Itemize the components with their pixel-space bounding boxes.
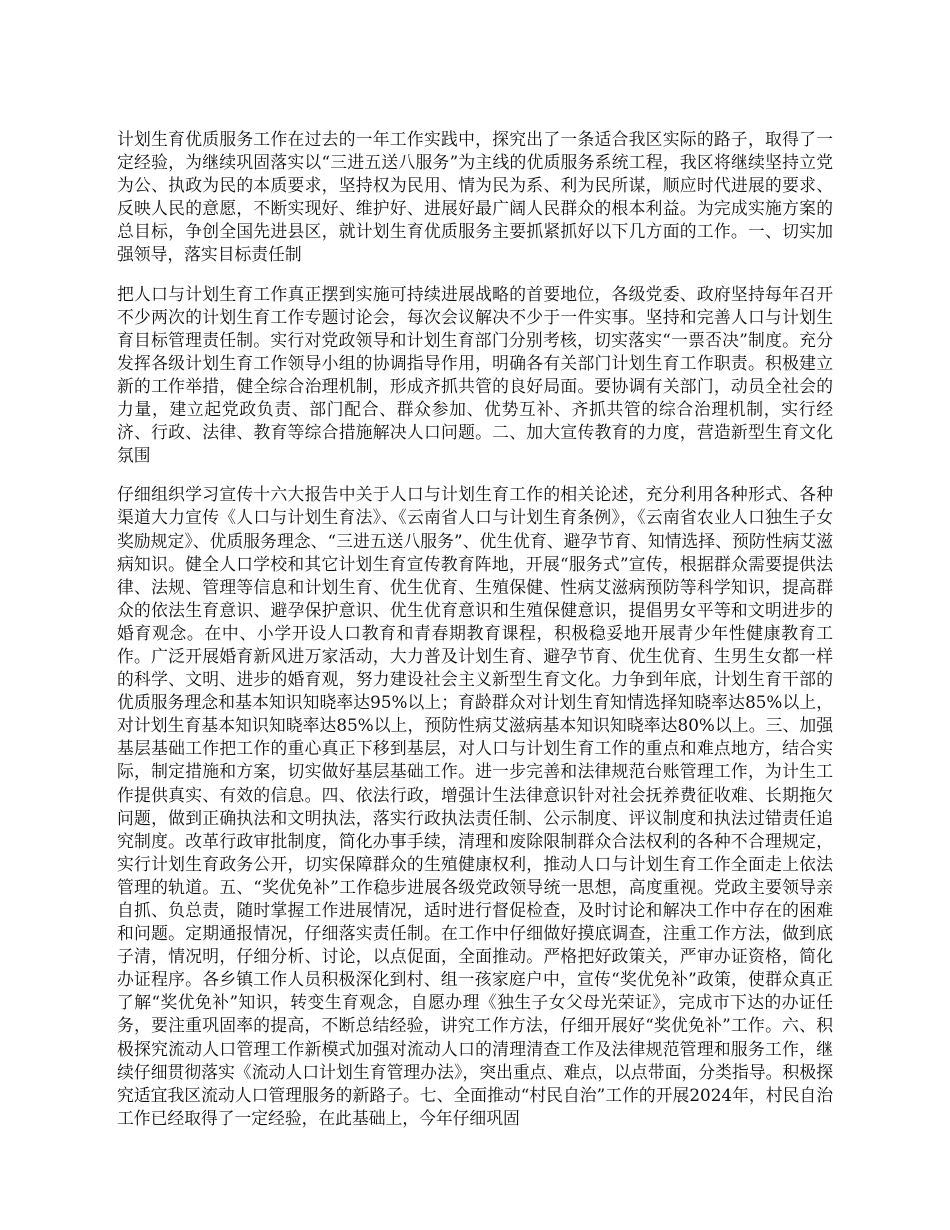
document-body [117,128,833,1146]
paragraph-2: 把人口与计划生育工作真正摆到实施可持续进展战略的首要地位，各级党委、政府坚持每年召开不少两次的计划生育工作专题讨论会，每次会议解决不少于一件实事。坚持和完善人口与计划生育目标管理责任制。实行对党政领导和计划生育部门分别考核，切实落实“一票否决”制度。充分发挥各级计划生育工作领导小组的协调指导作用，明确各有关部门计划生育工作职责。积极建立新的工作举措，健全综合治理机制，形成齐抓共管的良好局面。要协调有关部门，动员全社会的力量，建立起党政负责、部门配合、群众参加、优势互补、齐抓共管的综合治理机制，实行经济、行政、法律、教育等综合措施解决人口问题。二、加大宣传教育的力度，营造新型生育文化氛围 [117,283,833,466]
paragraph-1: 计划生育优质服务工作在过去的一年工作实践中，探究出了一条适合我区实际的路子，取得了一定经验，为继续巩固落实以“三进五送八服务”为主线的优质服务系统工程，我区将继续坚持立党为公、执政为民的本质要求，坚持权为民用、情为民为系、利为民所谋，顺应时代进展的要求、反映人民的意愿，不断实现好、维护好、进展好最广阔人民群众的根本利益。为完成实施方案的总目标，争创全国先进县区，就计划生育优质服务主要抓紧抓好以下几方面的工作。一、切实加强领导，落实目标责任制 [117,129,833,265]
paragraph-3: 仔细组织学习宣传十六大报告中关于人口与计划生育工作的相关论述，充分利用各种形式、各种渠道大力宣传《人口与计划生育法》、《云南省人口与计划生育条例》，《云南省农业人口独生子女奖励规定》、优质服务理念、“三进五送八服务”、优生优育、避孕节育、知情选择、预防性病艾滋病知识。健全人口学校和其它计划生育宣传教育阵地，开展“服务式”宣传，根据群众需要提供法律、法规、管理等信息和计划生育、优生优育、生殖保健、性病艾滋病预防等科学知识，提高群众的依法生育意识、避孕保护意识、优生优育意识和生殖保健意识，提倡男女平等和文明进步的婚育观念。在中、小学开设人口教育和青春期教育课程，积极稳妥地开展青少年性健康教育工作。广泛开展婚育新风进万家活动，大力普及计划生育、避孕节育、优生优育、生男生女都一样的科学、文明、进步的婚育观，努力建设社会主义新型生育文化。力争到年底，计划生育干部的优质服务理念和基本知识知晓率达95%以上；育龄群众对计划生育知情选择知晓率达85%以上，对计划生育基本知识知晓率达85%以上，预防性病艾滋病基本知识知晓率达80%以上。三、加强基层基础工作把工作的重心真正下移到基层，对人口与计划生育工作的重点和难点地方，结合实际，制定措施和方案，切实做好基层基础工作。进一步完善和法律规范台账管理工作，为计生工作提供真实、有效的信息。四、依法行政，增强计生法律意识针对社会抚养费征收难、长期拖欠问题，做到正确执法和文明执法，落实行政执法责任制、公示制度、评议制度和执法过错责任追究制度。改革行政审批制度，简化办事手续，清理和废除限制群众合法权利的各种不合理规定，实行计划生育政务公开，切实保障群众的生殖健康权利，推动人口与计划生育工作全面走上依法管理的轨道。五、“奖优免补”工作稳步进展各级党政领导统一思想，高度重视。党政主要领导亲自抓、负总责，随时掌握工作进展情况，适时进行督促检查，及时讨论和解决工作中存在的困难和问题。定期通报情况，仔细落实责任制。在工作中仔细做好摸底调查，注重工作方法，做到底子清，情况明，仔细分析、讨论，以点促面，全面推动。严格把好政策关，严审办证资格，简化办证程序。各乡镇工作人员积极深化到村、组一孩家庭户中，宣传“奖优免补”政策，使群众真正了解“奖优免补”知识，转变生育观念，自愿办理《独生子女父母光荣证》，完成市下达的办证任务，要注重巩固率的提高，不断总结经验，讲究工作方法，仔细开展好“奖优免补”工作。六、积极探究流动人口管理工作新模式加强对流动人口的清理清查工作及法律规范管理和服务工作，继续仔细贯彻落实《流动人口计划生育管理办法》，突出重点、难点，以点带面，分类指导。积极探究适宜我区流动人口管理服务的新路子。七、全面推动“村民自治”工作的开展2024年，村民自治工作已经取得了一定经验，在此基础上，今年仔细巩固 [117,484,833,1128]
